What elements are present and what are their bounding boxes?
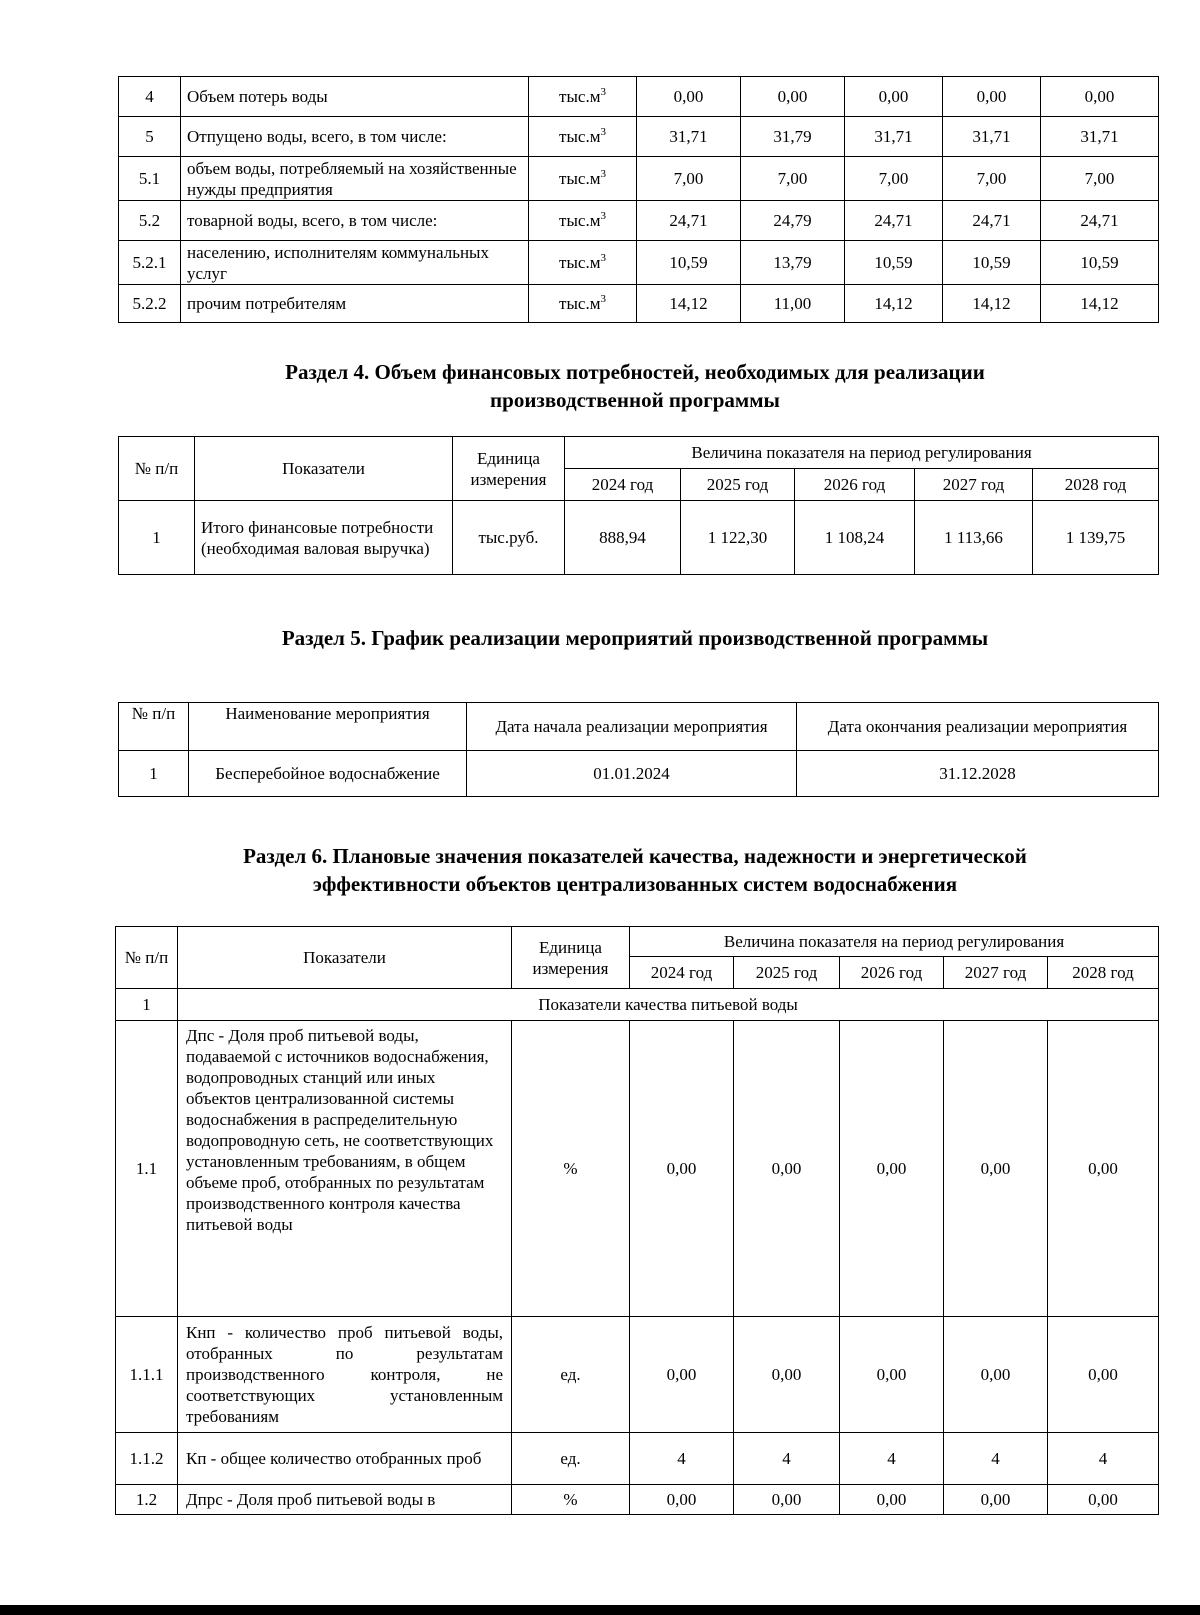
group-label: Показатели качества питьевой воды bbox=[178, 989, 1159, 1021]
unit: $тыс.м^3$ bbox=[529, 117, 637, 157]
unit: $тыс.м^3$ bbox=[529, 77, 637, 117]
value-2027: 7,00 bbox=[943, 157, 1041, 201]
header-year: 2025 год bbox=[681, 469, 795, 501]
value-2028: 4 bbox=[1048, 1433, 1159, 1485]
value-2028: 10,59 bbox=[1041, 241, 1159, 285]
value-2026: 0,00 bbox=[840, 1485, 944, 1515]
group-number: 1 bbox=[116, 989, 178, 1021]
header-activity-name: Наименование мероприятия bbox=[189, 703, 467, 751]
header-period: Величина показателя на период регулирования bbox=[565, 437, 1159, 469]
value-2025: 0,00 bbox=[734, 1485, 840, 1515]
value-2027: 4 bbox=[944, 1433, 1048, 1485]
table-row bbox=[119, 201, 1159, 241]
header-year: 2026 год bbox=[840, 957, 944, 989]
value-2028: 14,12 bbox=[1041, 285, 1159, 323]
indicator-name: населению, исполнителям коммунальных услуг bbox=[181, 241, 529, 285]
value-2028: 0,00 bbox=[1048, 1021, 1159, 1317]
header-number: № п/п bbox=[116, 927, 178, 989]
value-2025: 4 bbox=[734, 1433, 840, 1485]
header-year: 2025 год bbox=[734, 957, 840, 989]
value-2026: 31,71 bbox=[845, 117, 943, 157]
indicator-name: Кнп - количество проб питьевой воды, отобранных по результатам производственного контроля, не соответствующих установленным требованиям bbox=[178, 1317, 512, 1433]
header-start-date: Дата начала реализации мероприятия bbox=[467, 703, 797, 751]
value-2026: 24,71 bbox=[845, 201, 943, 241]
header-year: 2026 год bbox=[795, 469, 915, 501]
value-2025: 0,00 bbox=[741, 77, 845, 117]
value-2026: 1 108,24 bbox=[795, 501, 915, 575]
value-2024: 888,94 bbox=[565, 501, 681, 575]
value-2027: 10,59 bbox=[943, 241, 1041, 285]
table-row bbox=[119, 751, 1159, 797]
start-date: 01.01.2024 bbox=[467, 751, 797, 797]
unit: ед. bbox=[512, 1433, 630, 1485]
value-2024: 4 bbox=[630, 1433, 734, 1485]
indicator-name: Отпущено воды, всего, в том числе: bbox=[181, 117, 529, 157]
row-number: 1.1.1 bbox=[116, 1317, 178, 1433]
table-row bbox=[116, 1433, 1159, 1485]
value-2027: 0,00 bbox=[944, 1317, 1048, 1433]
scan-bottom-edge bbox=[0, 1605, 1200, 1615]
unit: $тыс.м^3$ bbox=[529, 285, 637, 323]
header-year: 2024 год bbox=[630, 957, 734, 989]
value-2028: 24,71 bbox=[1041, 201, 1159, 241]
row-number: 5.1 bbox=[119, 157, 181, 201]
row-number: 5.2.2 bbox=[119, 285, 181, 323]
row-number: 1.1.2 bbox=[116, 1433, 178, 1485]
value-2026: 0,00 bbox=[845, 77, 943, 117]
value-2025: 0,00 bbox=[734, 1317, 840, 1433]
group-row bbox=[116, 989, 1159, 1021]
value-2024: 10,59 bbox=[637, 241, 741, 285]
table-row bbox=[119, 77, 1159, 117]
row-number: 1.1 bbox=[116, 1021, 178, 1317]
table-row bbox=[116, 1485, 1159, 1515]
value-2026: 14,12 bbox=[845, 285, 943, 323]
value-2024: 24,71 bbox=[637, 201, 741, 241]
value-2026: 0,00 bbox=[840, 1317, 944, 1433]
value-2027: 1 113,66 bbox=[915, 501, 1033, 575]
quality-indicators-table bbox=[115, 926, 1159, 1515]
value-2028: 0,00 bbox=[1041, 77, 1159, 117]
table-row bbox=[119, 501, 1159, 575]
indicator-name: Дпрс - Доля проб питьевой воды в bbox=[178, 1485, 512, 1515]
section-4-title: Раздел 4. Объем финансовых потребностей, необходимых для реализации производственной программы bbox=[285, 360, 985, 412]
header-year: 2028 год bbox=[1033, 469, 1159, 501]
value-2026: 7,00 bbox=[845, 157, 943, 201]
value-2026: 0,00 bbox=[840, 1021, 944, 1317]
header-period: Величина показателя на период регулирования bbox=[630, 927, 1159, 957]
header-number: № п/п bbox=[119, 703, 189, 751]
table-row bbox=[119, 117, 1159, 157]
table-row bbox=[119, 241, 1159, 285]
indicator-name: Дпс - Доля проб питьевой воды, подаваемой с источников водоснабжения, водопроводных станций или иных объектов централизованной системы водоснабжения в распределительную водопроводную сеть, не соответствующих установленным требованиям, в общем объеме проб, отобранных по результатам производственного контроля качества питьевой воды bbox=[178, 1021, 512, 1317]
unit: $тыс.м^3$ bbox=[529, 241, 637, 285]
financial-needs-table bbox=[118, 436, 1159, 575]
header-year: 2027 год bbox=[915, 469, 1033, 501]
value-2025: 11,00 bbox=[741, 285, 845, 323]
table-row bbox=[119, 157, 1159, 201]
value-2028: 0,00 bbox=[1048, 1485, 1159, 1515]
unit: % bbox=[512, 1021, 630, 1317]
value-2024: 0,00 bbox=[630, 1021, 734, 1317]
unit: $тыс.м^3$ bbox=[529, 201, 637, 241]
value-2028: 0,00 bbox=[1048, 1317, 1159, 1433]
value-2027: 31,71 bbox=[943, 117, 1041, 157]
value-2028: 1 139,75 bbox=[1033, 501, 1159, 575]
value-2024: 14,12 bbox=[637, 285, 741, 323]
indicator-name: товарной воды, всего, в том числе: bbox=[181, 201, 529, 241]
header-number: № п/п bbox=[119, 437, 195, 501]
row-number: 1 bbox=[119, 751, 189, 797]
header-year: 2028 год bbox=[1048, 957, 1159, 989]
value-2026: 4 bbox=[840, 1433, 944, 1485]
value-2027: 14,12 bbox=[943, 285, 1041, 323]
value-2025: 7,00 bbox=[741, 157, 845, 201]
value-2028: 7,00 bbox=[1041, 157, 1159, 201]
header-year: 2024 год bbox=[565, 469, 681, 501]
row-number: 1 bbox=[119, 501, 195, 575]
row-number: 4 bbox=[119, 77, 181, 117]
value-2025: 31,79 bbox=[741, 117, 845, 157]
value-2025: 24,79 bbox=[741, 201, 845, 241]
row-number: 5.2.1 bbox=[119, 241, 181, 285]
value-2027: 24,71 bbox=[943, 201, 1041, 241]
value-2024: 31,71 bbox=[637, 117, 741, 157]
unit: тыс.руб. bbox=[453, 501, 565, 575]
indicator-name: Кп - общее количество отобранных проб bbox=[178, 1433, 512, 1485]
header-indicators: Показатели bbox=[178, 927, 512, 989]
section-6-title: Раздел 6. Плановые значения показателей качества, надежности и энергетической эффективности объектов централизованных систем водоснабжения bbox=[243, 844, 1027, 896]
indicator-name: Объем потерь воды bbox=[181, 77, 529, 117]
table-row bbox=[119, 285, 1159, 323]
value-2025: 1 122,30 bbox=[681, 501, 795, 575]
section-5-title: Раздел 5. График реализации мероприятий производственной программы bbox=[281, 626, 989, 650]
value-2024: 0,00 bbox=[637, 77, 741, 117]
activities-schedule-table bbox=[118, 702, 1159, 797]
value-2026: 10,59 bbox=[845, 241, 943, 285]
header-year: 2027 год bbox=[944, 957, 1048, 989]
end-date: 31.12.2028 bbox=[797, 751, 1159, 797]
unit: % bbox=[512, 1485, 630, 1515]
water-volume-table bbox=[118, 76, 1159, 323]
header-end-date: Дата окончания реализации мероприятия bbox=[797, 703, 1159, 751]
row-number: 1.2 bbox=[116, 1485, 178, 1515]
table-row bbox=[116, 1021, 1159, 1317]
indicator-name: прочим потребителям bbox=[181, 285, 529, 323]
value-2028: 31,71 bbox=[1041, 117, 1159, 157]
unit: $тыс.м^3$ bbox=[529, 157, 637, 201]
value-2027: 0,00 bbox=[944, 1021, 1048, 1317]
value-2024: 7,00 bbox=[637, 157, 741, 201]
value-2027: 0,00 bbox=[944, 1485, 1048, 1515]
value-2024: 0,00 bbox=[630, 1317, 734, 1433]
header-unit: Единица измерения bbox=[453, 437, 565, 501]
activity-name: Бесперебойное водоснабжение bbox=[189, 751, 467, 797]
unit: ед. bbox=[512, 1317, 630, 1433]
indicator-name: Итого финансовые потребности (необходимая валовая выручка) bbox=[195, 501, 453, 575]
value-2024: 0,00 bbox=[630, 1485, 734, 1515]
value-2027: 0,00 bbox=[943, 77, 1041, 117]
value-2025: 13,79 bbox=[741, 241, 845, 285]
header-indicators: Показатели bbox=[195, 437, 453, 501]
table-row bbox=[116, 1317, 1159, 1433]
row-number: 5 bbox=[119, 117, 181, 157]
row-number: 5.2 bbox=[119, 201, 181, 241]
value-2025: 0,00 bbox=[734, 1021, 840, 1317]
indicator-name: объем воды, потребляемый на хозяйственные нужды предприятия bbox=[181, 157, 529, 201]
header-unit: Единица измерения bbox=[512, 927, 630, 989]
